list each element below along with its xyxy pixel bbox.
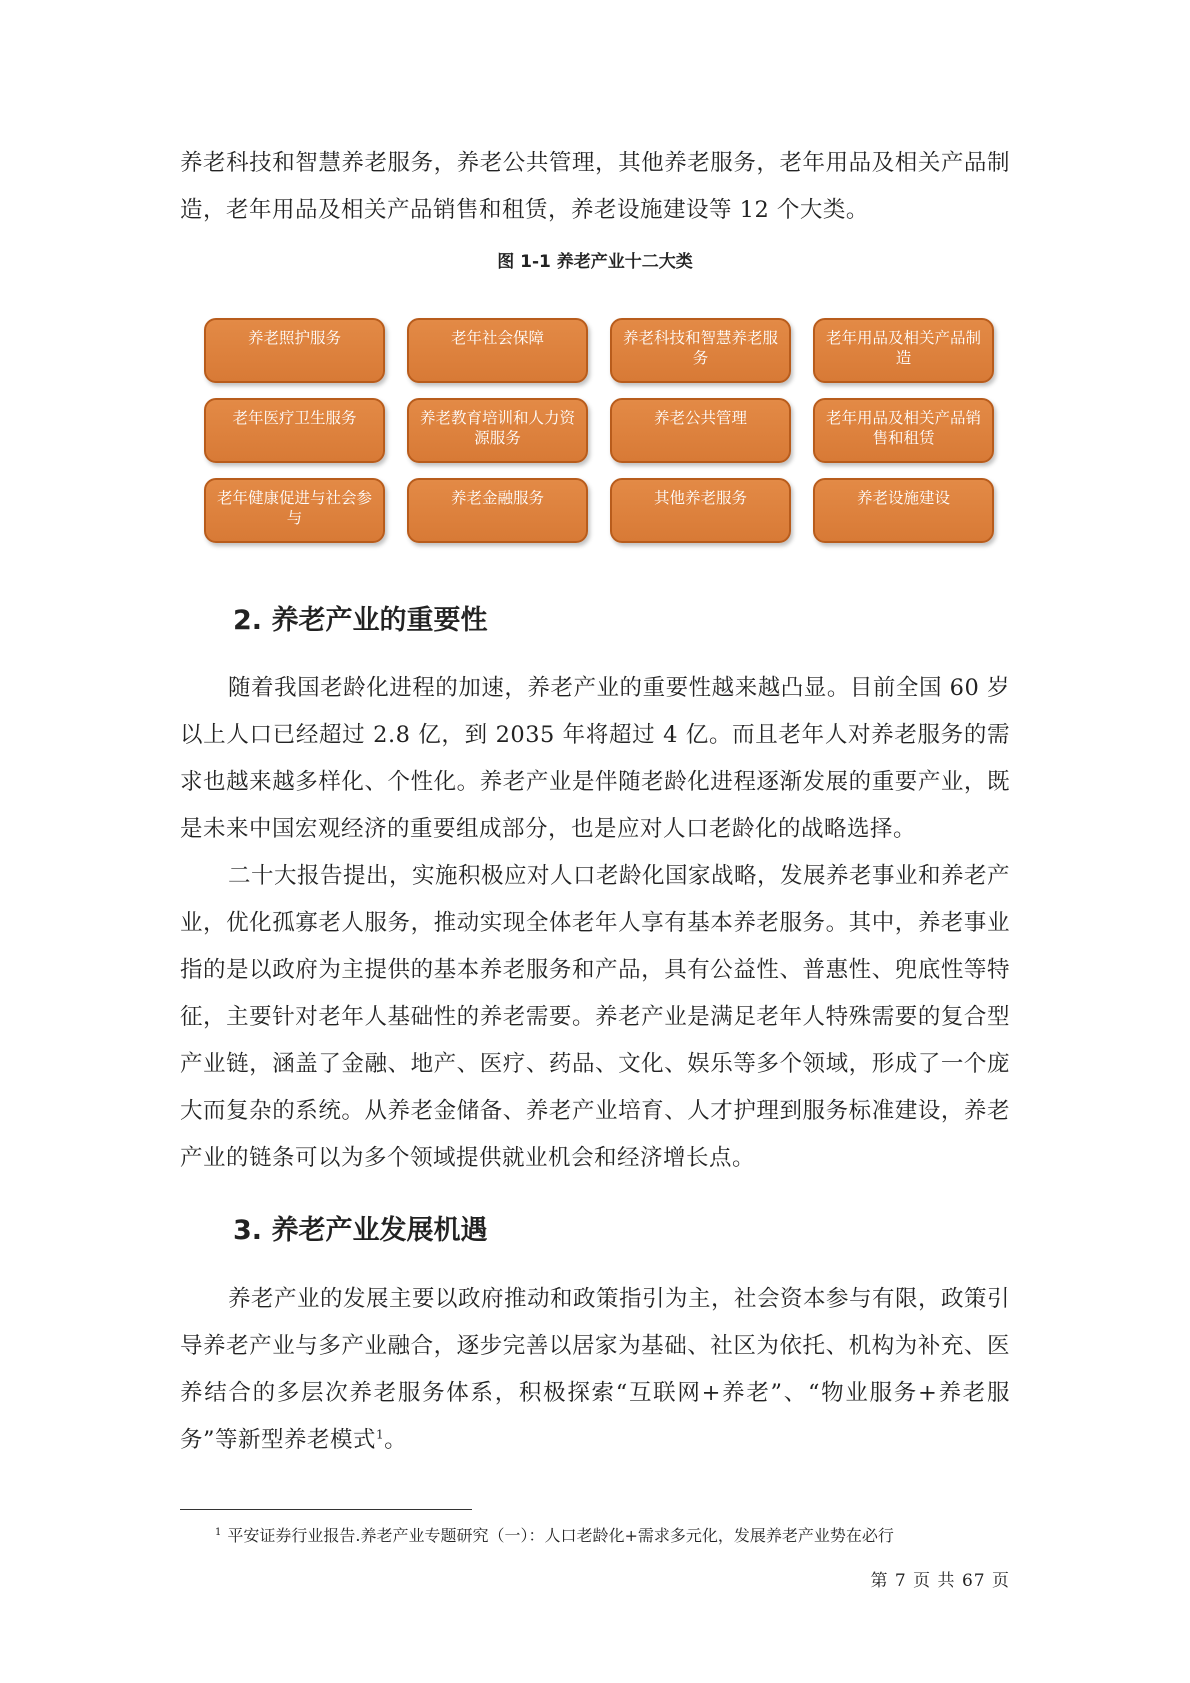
category-box: 养老照护服务 [204,318,385,383]
category-grid [204,318,998,543]
section-3-heading: 3. 养老产业发展机遇 [233,1215,488,1246]
footnote-text: 平安证券行业报告.养老产业专题研究（一）：人口老龄化+需求多元化，发展养老产业势在必行 [227,1526,894,1545]
category-box: 养老金融服务 [407,478,588,543]
category-box: 养老设施建设 [813,478,994,543]
section-2-paragraph-2: 二十大报告提出，实施积极应对人口老龄化国家战略，发展养老事业和养老产业，优化孤寡老人服务，推动实现全体老年人享有基本养老服务。其中，养老事业指的是以政府为主提供的基本养老服务和产品，具有公益性、普惠性、兜底性等特征，主要针对老年人基础性的养老需要。养老产业是满足老年人特殊需要的复合型产业链，涵盖了金融、地产、医疗、药品、文化、娱乐等多个领域，形成了一个庞大而复杂的系统。从养老金储备、养老产业培育、人才护理到服务标准建设，养老产业的链条可以为多个领域提供就业机会和经济增长点。 [180,863,1011,1171]
category-box: 老年健康促进与社会参与 [204,478,385,543]
intro-paragraph: 养老科技和智慧养老服务，养老公共管理，其他养老服务，老年用品及相关产品制造，老年用品及相关产品销售和租赁，养老设施建设等 12 个大类。 [180,150,1010,223]
figure-caption: 图 1-1 养老产业十二大类 [497,252,693,272]
category-box: 老年医疗卫生服务 [204,398,385,463]
footnote-divider [180,1509,472,1510]
category-box: 养老科技和智慧养老服务 [610,318,791,383]
category-box: 老年用品及相关产品销售和租赁 [813,398,994,463]
section-3-text-end: 。 [384,1427,408,1453]
category-box: 老年社会保障 [407,318,588,383]
category-box: 其他养老服务 [610,478,791,543]
section-3-text: 养老产业的发展主要以政府推动和政策指引为主，社会资本参与有限，政策引导养老产业与多产业融合，逐步完善以居家为基础、社区为依托、机构为补充、医养结合的多层次养老服务体系，积极探索“互联网+养老”、“物业服务+养老服务”等新型养老模式 [180,1286,1011,1453]
category-box: 养老教育培训和人力资源服务 [407,398,588,463]
section-2-paragraph-1: 随着我国老龄化进程的加速，养老产业的重要性越来越凸显。目前全国 60 岁以上人口已经超过 2.8 亿，到 2035 年将超过 4 亿。而且老年人对养老服务的需求也越来越多样化、个性化。养老产业是伴随老龄化进程逐渐发展的重要产业，既是未来中国宏观经济的重要组成部分，也是应对人口老龄化的战略选择。 [180,675,1010,842]
category-box: 老年用品及相关产品制造 [813,318,994,383]
page-number: 第 7 页 共 67 页 [870,1571,1010,1591]
footnote-number: 1 [215,1526,222,1538]
section-3-paragraph [180,1276,1010,1464]
footnote [215,1523,894,1546]
footnote-reference[interactable]: 1 [376,1427,385,1442]
category-box: 养老公共管理 [610,398,791,463]
section-2-heading: 2. 养老产业的重要性 [233,605,488,636]
